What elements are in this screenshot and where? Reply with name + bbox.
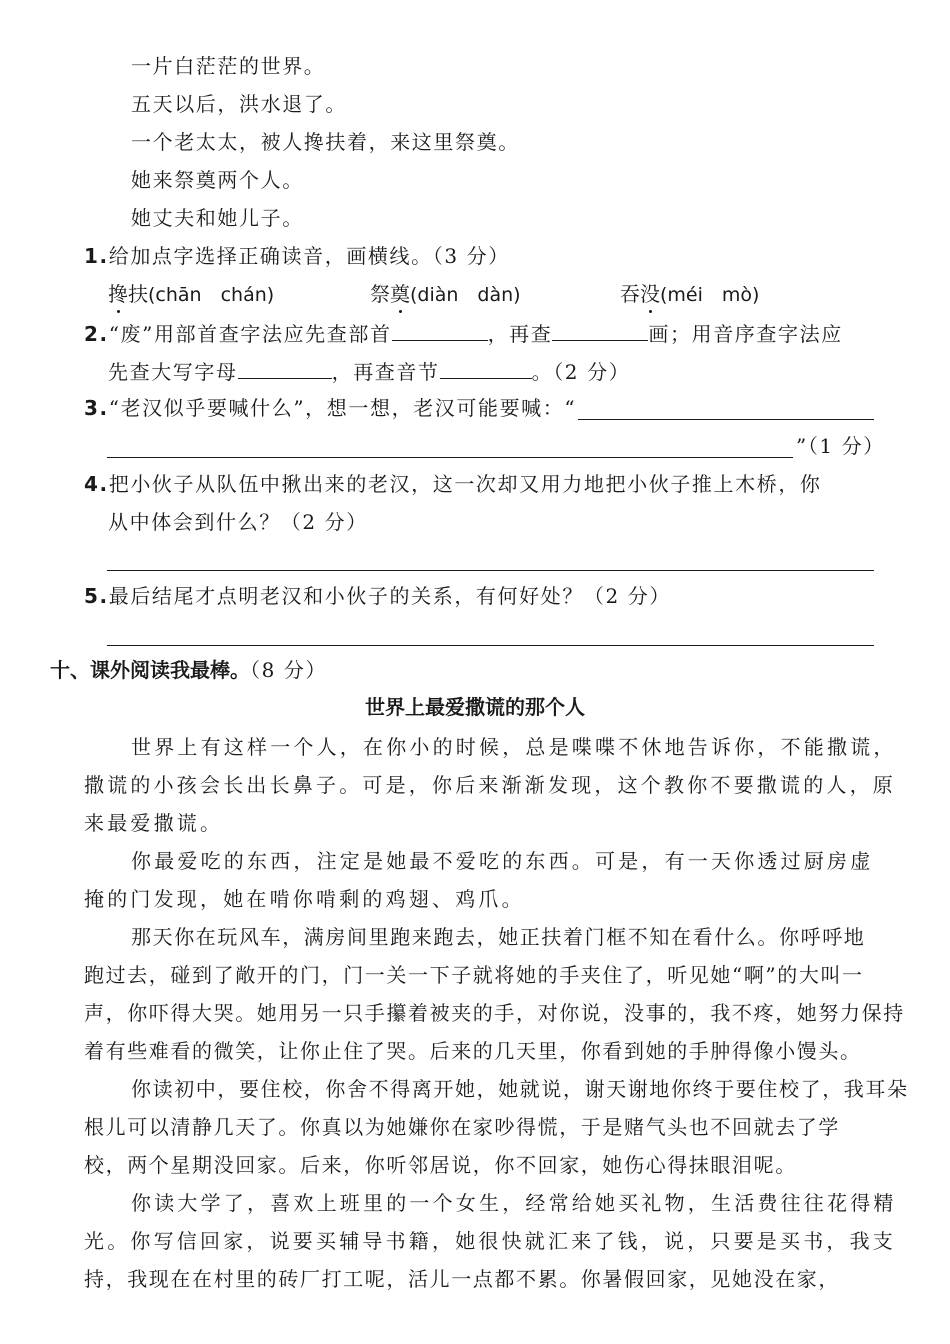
question-text: 先查大写字母 xyxy=(108,360,238,384)
question-text: 。（2 分） xyxy=(531,360,631,384)
article-line: 根儿可以清静几天了。你真以为她嫌你在家吵得慌，于是赌气头也不回就去了学 xyxy=(84,1115,840,1139)
question-text: “废”用部首查字法应先查部首 xyxy=(108,322,392,346)
question-4 xyxy=(84,470,822,498)
answer-line-q5[interactable] xyxy=(107,645,874,646)
character: 吞 xyxy=(620,282,640,306)
answer-blank-radical[interactable] xyxy=(392,318,488,341)
character: 祭 xyxy=(370,282,390,306)
article-line: 你读大学了，喜欢上班里的一个女生，经常给她买礼物，生活费往往花得精 xyxy=(131,1191,897,1215)
question-number: 2. xyxy=(84,322,109,346)
question-text: ，再查音节 xyxy=(331,360,440,384)
question-text: ，再查 xyxy=(487,322,553,346)
story-line-2: 五天以后，洪水退了。 xyxy=(131,92,347,116)
pinyin-options[interactable]: (chān chán) xyxy=(148,284,275,306)
question-4-continued: 从中体会到什么？（2 分） xyxy=(108,510,368,534)
article-line: 光。你写信回家，说要买辅导书籍，她很快就汇来了钱，说，只要是买书，我支 xyxy=(84,1229,896,1253)
question-5 xyxy=(84,582,671,610)
answer-line-q4[interactable] xyxy=(107,570,874,571)
article-line: 世界上有这样一个人，在你小的时候，总是喋喋不休地告诉你，不能撒谎， xyxy=(131,735,897,759)
question-1 xyxy=(84,242,510,270)
dotted-character: 搀 xyxy=(108,282,128,306)
pinyin-options[interactable]: (méi mò) xyxy=(660,284,760,306)
section-10-heading xyxy=(50,656,327,684)
pinyin-item-2[interactable] xyxy=(370,280,521,309)
question-number: 3. xyxy=(84,396,109,420)
pinyin-item-3[interactable] xyxy=(620,280,759,309)
pinyin-item-1[interactable] xyxy=(108,280,274,309)
answer-blank-syllable[interactable] xyxy=(440,356,532,379)
article-line: 那天你在玩风车，满房间里跑来跑去，她正扶着门框不知在看什么。你呼呼地 xyxy=(131,925,866,949)
question-2-continued xyxy=(108,356,630,386)
question-number: 1. xyxy=(84,244,109,268)
article-line: 跑过去，碰到了敞开的门，门一关一下子就将她的手夹住了，听见她“啊”的大叫一 xyxy=(84,963,864,987)
article-line: 持，我现在在村里的砖厂打工呢，活儿一点都不累。你暑假回家，见她没在家， xyxy=(84,1267,840,1291)
dotted-character: 奠 xyxy=(390,282,410,306)
question-text: 画；用音序查字法应 xyxy=(648,322,843,346)
question-text: “老汉似乎要喊什么”，想一想，老汉可能要喊：“ xyxy=(108,396,577,420)
question-2 xyxy=(84,318,843,348)
question-number: 5. xyxy=(84,584,109,608)
question-number: 4. xyxy=(84,472,109,496)
answer-blank-strokes[interactable] xyxy=(552,318,648,341)
article-line: 撒谎的小孩会长出长鼻子。可是，你后来渐渐发现，这个教你不要撒谎的人，原 xyxy=(84,773,896,797)
pinyin-options[interactable]: (diàn dàn) xyxy=(410,284,521,306)
article-line: 掩的门发现，她在啃你啃剩的鸡翅、鸡爪。 xyxy=(84,887,525,911)
article-title: 世界上最爱撒谎的那个人 xyxy=(365,695,585,719)
character: 扶 xyxy=(128,282,148,306)
section-title: 十、课外阅读我最棒。 xyxy=(50,658,250,682)
answer-line-q3-1[interactable] xyxy=(578,419,874,420)
question-3 xyxy=(84,394,576,422)
article-line: 你最爱吃的东西，注定是她最不爱吃的东西。可是，有一天你透过厨房虚 xyxy=(131,849,874,873)
section-score: （8 分） xyxy=(250,658,328,682)
story-line-5: 她丈夫和她儿子。 xyxy=(131,206,304,230)
article-line: 声，你吓得大哭。她用另一只手攥着被夹的手，对你说，没事的，我不疼，她努力保持 xyxy=(84,1001,905,1025)
question-3-end: ”（1 分） xyxy=(796,434,885,458)
story-line-3: 一个老太太，被人搀扶着，来这里祭奠。 xyxy=(131,130,520,154)
answer-line-q3-2[interactable] xyxy=(107,457,793,458)
dotted-character: 没 xyxy=(640,282,660,306)
story-line-1: 一片白茫茫的世界。 xyxy=(131,54,326,78)
article-line: 校，两个星期没回家。后来，你听邻居说，你不回家，她伤心得抹眼泪呢。 xyxy=(84,1153,797,1177)
answer-blank-letter[interactable] xyxy=(238,356,332,379)
question-text: 把小伙子从队伍中揪出来的老汉，这一次却又用力地把小伙子推上木桥，你 xyxy=(108,472,822,496)
story-line-4: 她来祭奠两个人。 xyxy=(131,168,304,192)
question-text: 给加点字选择正确读音，画横线。（3 分） xyxy=(108,244,510,268)
question-text: 最后结尾才点明老汉和小伙子的关系，有何好处？（2 分） xyxy=(108,584,672,608)
article-line: 来最爱撒谎。 xyxy=(84,811,224,835)
article-line: 你读初中，要住校，你舍不得离开她，她就说，谢天谢地你终于要住校了，我耳朵 xyxy=(131,1077,909,1101)
article-line: 着有些难看的微笑，让你止住了哭。后来的几天里，你看到她的手肿得像小馒头。 xyxy=(84,1039,862,1063)
